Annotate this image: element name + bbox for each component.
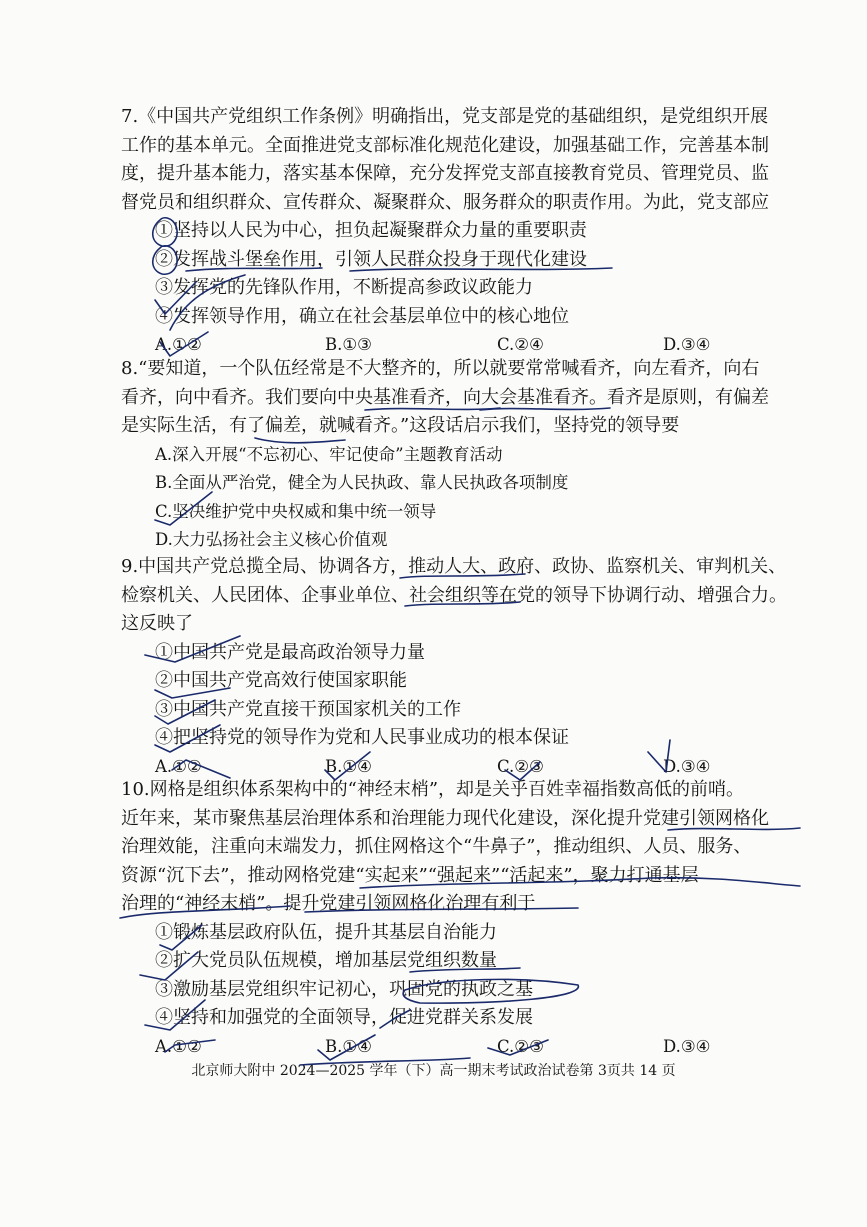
choice-a: A.①② <box>155 756 202 776</box>
question-8-stem-line: 是实际生活，有了偏差，就喊看齐。”这段话启示我们，坚持党的领导要 <box>121 415 680 436</box>
question-8-option-d: D.大力弘扬社会主义核心价值观 <box>155 530 388 549</box>
question-9-option-1: ①中国共产党是最高政治领导力量 <box>155 641 425 663</box>
question-10-stem-line: 10.网格是组织体系架构中的“神经末梢”，却是关乎百姓幸福指数高低的前哨。 <box>121 779 745 800</box>
choice-d: D.③④ <box>663 335 711 354</box>
question-7-option-1: ①坚持以人民为中心，担负起凝聚群众力量的重要职责 <box>155 220 587 241</box>
choice-b: B.①④ <box>325 756 372 776</box>
question-10-option-2: ②扩大党员队伍规模，增加基层党组织数量 <box>155 950 497 971</box>
choice-c: C.②④ <box>497 335 544 354</box>
choice-b: B.①④ <box>325 1036 372 1056</box>
question-8-option-c: C.坚决维护党中央权威和集中统一领导 <box>155 501 437 521</box>
question-7-stem-line: 督党员和组织群众、宣传群众、凝聚群众、服务群众的职责作用。为此，党支部应 <box>121 191 769 213</box>
question-9-stem-line: 这反映了 <box>121 613 193 634</box>
question-8-stem-line: 8.“要知道，一个队伍经常是不大整齐的，所以就要常常喊看齐，向左看齐，向右 <box>121 358 760 379</box>
question-10-choices <box>121 1033 811 1062</box>
question-7-stem-line: 7.《中国共产党组织工作条例》明确指出，党支部是党的基础组织，是党组织开展 <box>121 106 769 127</box>
question-10 <box>121 776 811 1061</box>
question-9-stem-line: 9.中国共产党总揽全局、协调各方，推动人大、政府、政协、监察机关、审判机关、 <box>121 556 787 577</box>
question-7-option-3: ③发挥党的先锋队作用，不断提高参政议政能力 <box>155 277 533 298</box>
question-9 <box>121 553 811 781</box>
question-10-stem-line: 治理效能，注重向末端发力，抓住网格这个“牛鼻子”，推动组织、人员、服务、 <box>121 836 752 857</box>
question-8-stem-line: 看齐，向中看齐。我们要向中央基准看齐，向大会基准看齐。看齐是原则，有偏差 <box>121 386 769 408</box>
question-10-option-3: ③激励基层党组织牢记初心，巩固党的执政之基 <box>155 978 533 1000</box>
page-footer: 北京师大附中 2024—2025 学年（下）高一期末考试政治试卷第 3页共 14 页 <box>191 1063 676 1079</box>
question-9-option-4: ④把坚持党的领导作为党和人民事业成功的根本保证 <box>155 727 569 748</box>
question-7-stem-line: 工作的基本单元。全面推进党支部标准化规范化建设，加强基础工作，完善基本制 <box>121 134 769 156</box>
question-10-stem-line: 治理的“神经末梢”。提升党建引领网格化治理有利于 <box>121 893 536 914</box>
question-9-option-3: ③中国共产党直接干预国家机关的工作 <box>155 698 461 720</box>
question-10-option-4: ④坚持和加强党的全面领导，促进党群关系发展 <box>155 1007 533 1028</box>
question-10-stem-line: 资源“沉下去”，推动网格党建“实起来”“强起来”“活起来”，聚力打通基层 <box>121 864 699 886</box>
choice-a: A.①② <box>155 1036 202 1056</box>
choice-c: C.②③ <box>497 1036 544 1056</box>
choice-a: A.①② <box>155 335 202 354</box>
choice-c: C.②③ <box>497 756 544 776</box>
question-7 <box>121 103 811 360</box>
question-8 <box>121 355 811 555</box>
question-7-stem-line: 度，提升基本能力，落实基本保障，充分发挥党支部直接教育党员、管理党员、监 <box>121 163 769 184</box>
question-7-option-2: ②发挥战斗堡垒作用，引领人民群众投身于现代化建设 <box>155 248 587 270</box>
question-8-option-a: A.深入开展“不忘初心、牢记使命”主题教育活动 <box>155 444 503 464</box>
question-7-option-4: ④发挥领导作用，确立在社会基层单位中的核心地位 <box>155 305 569 327</box>
question-9-option-2: ②中国共产党高效行使国家职能 <box>155 670 407 691</box>
question-10-stem-line: 近年来，某市聚焦基层治理体系和治理能力现代化建设，深化提升党建引领网格化 <box>121 807 769 829</box>
choice-d: D.③④ <box>663 1036 711 1056</box>
question-9-stem-line: 检察机关、人民团体、企事业单位、社会组织等在党的领导下协调行动、增强合力。 <box>121 584 787 606</box>
choice-b: B.①③ <box>325 335 372 354</box>
question-10-option-1: ①锻炼基层政府队伍，提升其基层自治能力 <box>155 921 497 943</box>
choice-d: D.③④ <box>663 756 711 776</box>
question-8-option-b: B.全面从严治党，健全为人民执政、靠人民执政各项制度 <box>155 473 569 492</box>
